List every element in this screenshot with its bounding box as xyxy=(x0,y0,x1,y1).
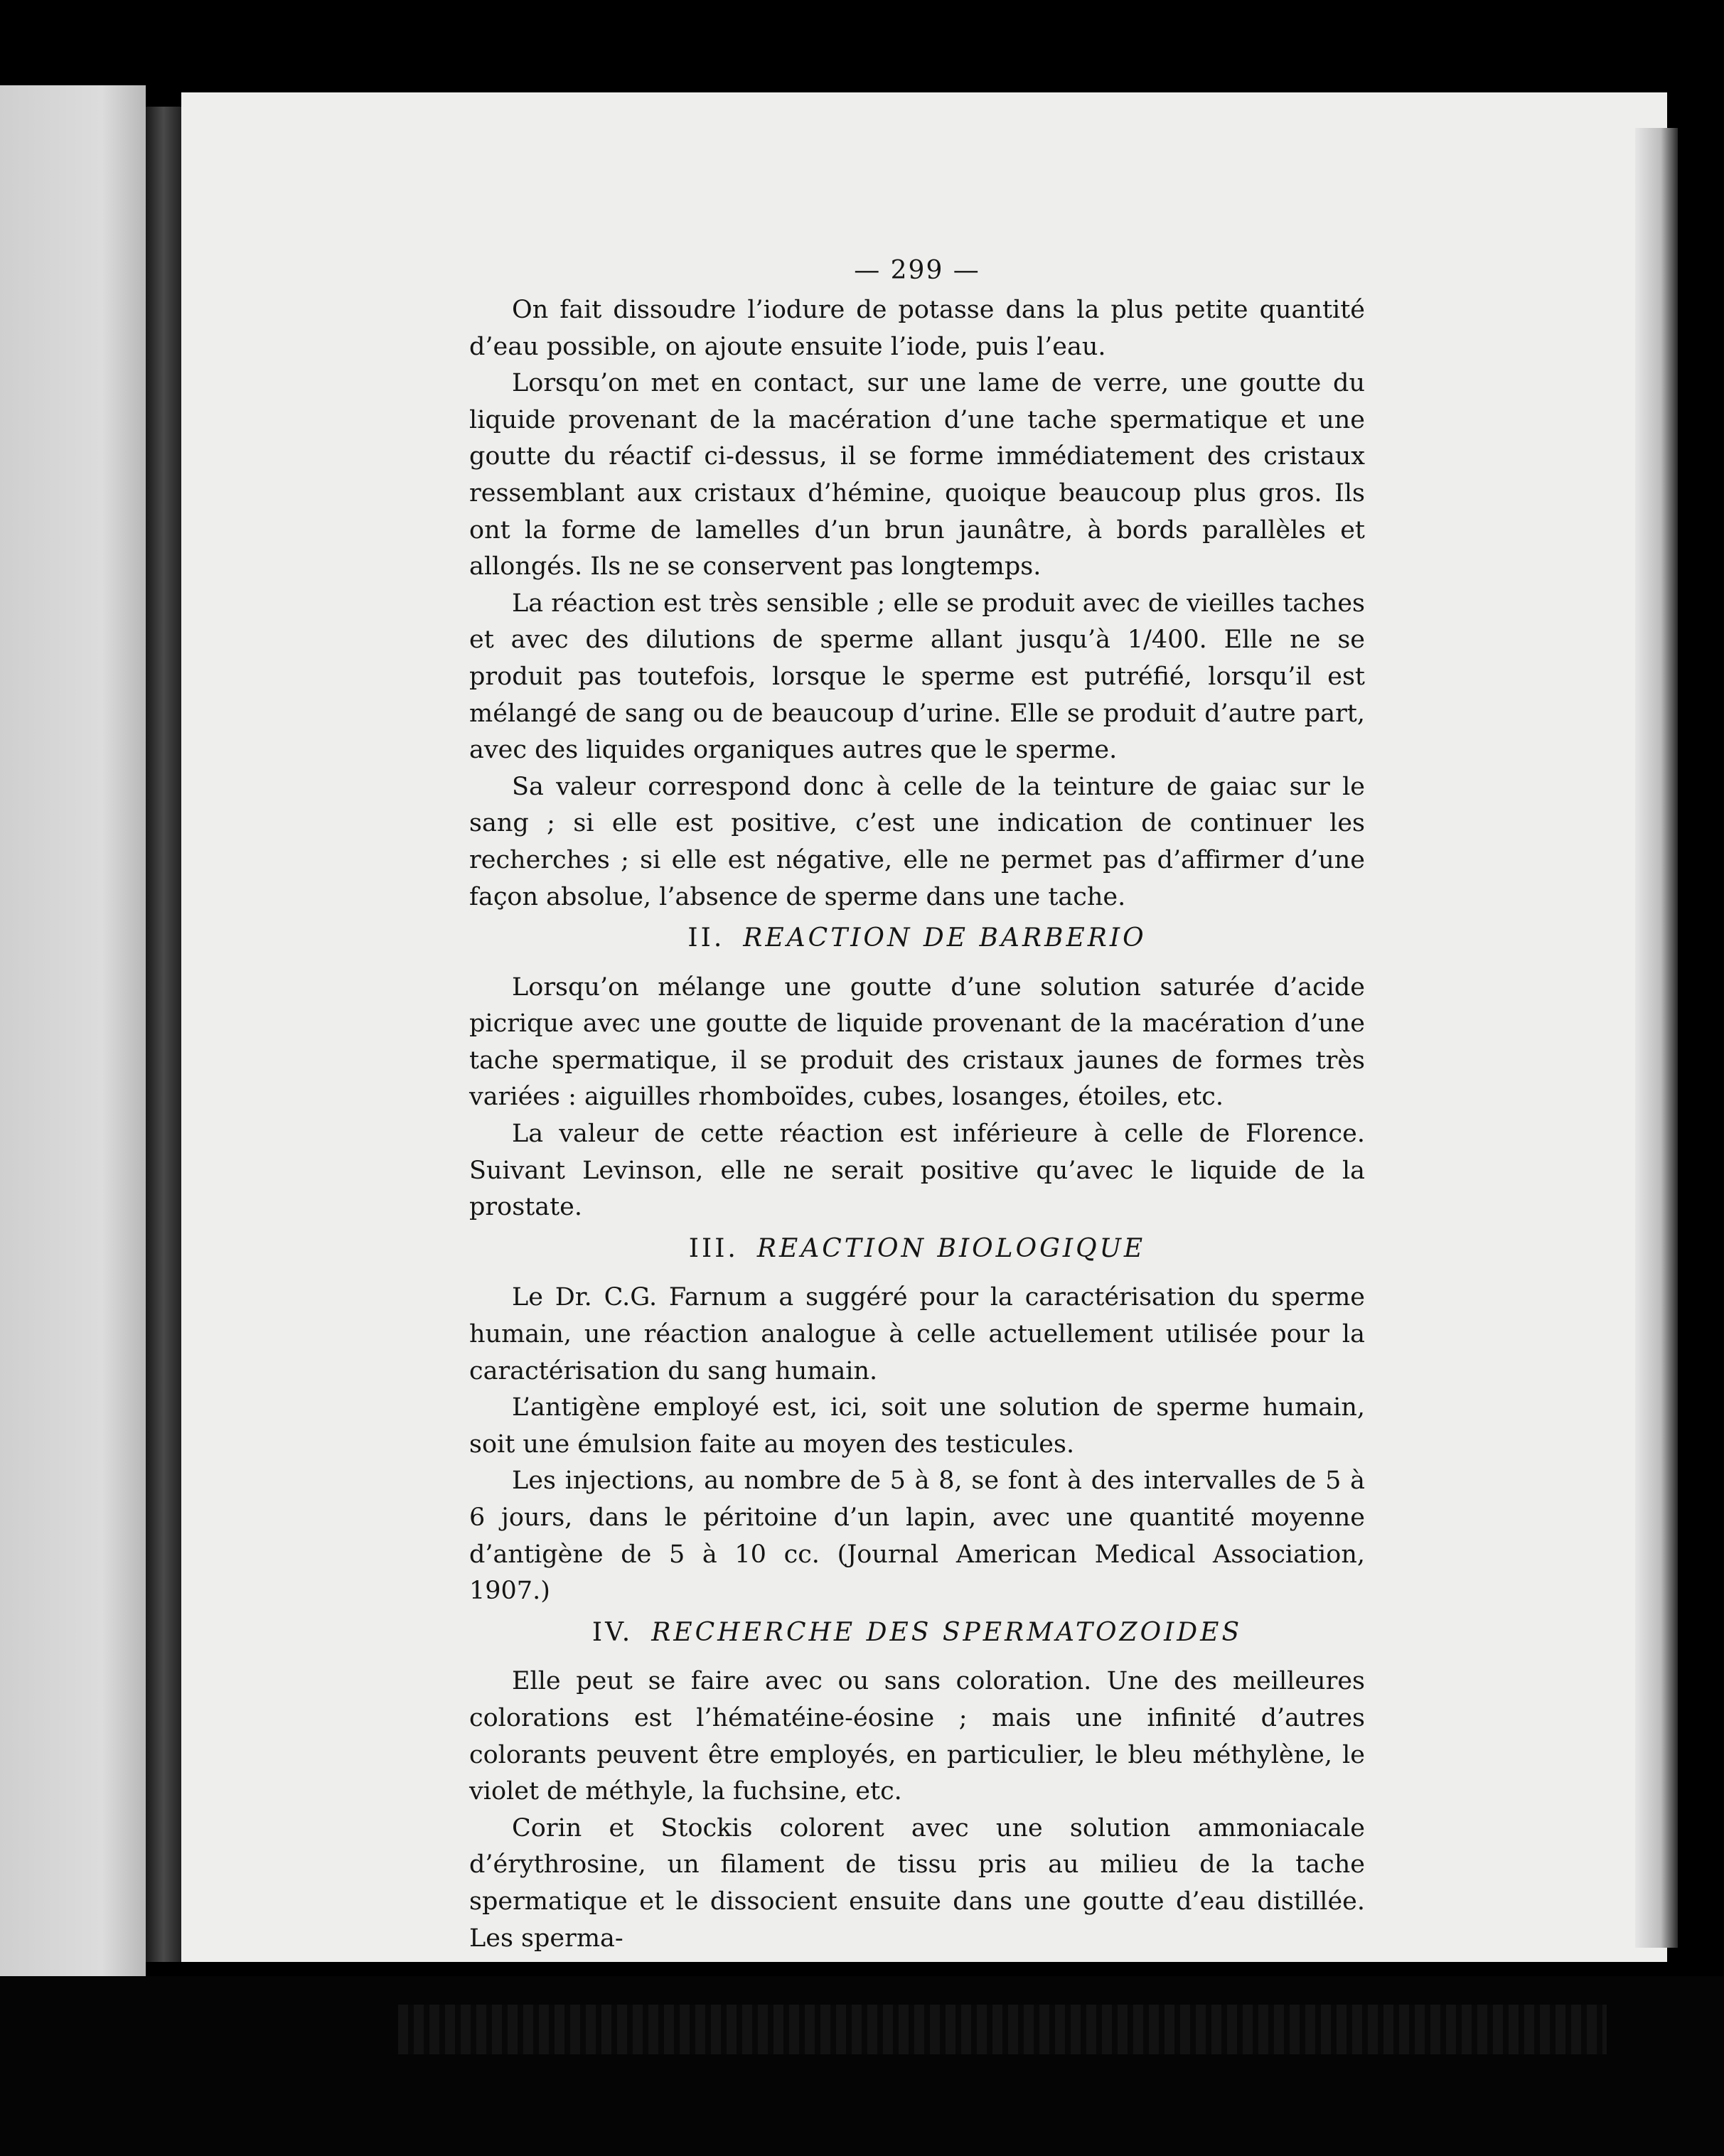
bottom-shadow xyxy=(0,1976,1724,2156)
bleed-through-text xyxy=(398,2005,1607,2054)
paragraph: La valeur de cette réaction est inférieure à celle de Florence. Suivant Levinson, elle ne serait positive qu’avec le liquide de la prostate. xyxy=(469,1120,1365,1222)
paragraph: L’antigène employé est, ici, soit une solution de sperme humain, soit une émulsion faite au moyen des testicules. xyxy=(469,1393,1365,1459)
section-heading-3 xyxy=(469,1230,1365,1267)
section-heading-4 xyxy=(469,1614,1365,1651)
section-title: REACTION DE BARBERIO xyxy=(743,923,1147,953)
paragraph: La réaction est très sensible ; elle se produit avec de vieilles taches et avec des dilutions de sperme allant jusqu’à 1/400. Elle ne se produit pas toutefois, lorsque le sperme est putréfié, lorsqu’il est mélangé de sang ou de beaucoup d’urine. Elle se produit d’autre part, avec des liquides organiques autres que le sperme. xyxy=(469,589,1365,765)
paragraph: Corin et Stockis colorent avec une solution ammoniacale d’érythrosine, un filament de tissu pris au milieu de la tache spermatique et le dissocient ensuite dans une goutte d’eau distillée. Les sperma- xyxy=(469,1813,1365,1953)
page-text xyxy=(469,252,1365,1957)
book-spine xyxy=(146,107,181,1962)
paragraph: Lorsqu’on mélange une goutte d’une solution saturée d’acide picrique avec une goutte de liquide provenant de la macération d’une tache spermatique, il se produit des cristaux jaunes de formes très variées : aiguilles rhomboïdes, cubes, losanges, étoiles, etc. xyxy=(469,972,1365,1112)
section-numeral: II. xyxy=(687,923,725,953)
section-numeral: IV. xyxy=(591,1617,633,1647)
left-page-edge xyxy=(0,85,146,1976)
right-page-edge xyxy=(1635,128,1678,1948)
section-title: RECHERCHE DES SPERMATOZOIDES xyxy=(651,1617,1243,1647)
paragraph: On fait dissoudre l’iodure de potasse dans la plus petite quantité d’eau possible, on ajoute ensuite l’iode, puis l’eau. xyxy=(469,296,1365,361)
paragraph: Le Dr. C.G. Farnum a suggéré pour la caractérisation du sperme humain, une réaction analogue à celle actuellement utilisée pour la caractérisation du sang humain. xyxy=(469,1283,1365,1385)
paragraph: Elle peut se faire avec ou sans coloration. Une des meilleures colorations est l’hématéine-éosine ; mais une infinité d’autres colorants peuvent être employés, en particulier, le bleu méthylène, le violet de méthyle, la fuchsine, etc. xyxy=(469,1667,1365,1806)
paragraph: Sa valeur correspond donc à celle de la teinture de gaiac sur le sang ; si elle est positive, c’est une indication de continuer les recherches ; si elle est négative, elle ne permet pas d’affirmer d’une façon absolue, l’absence de sperme dans une tache. xyxy=(469,772,1365,911)
section-numeral: III. xyxy=(688,1233,739,1263)
page-number: — 299 — xyxy=(854,256,980,285)
section-heading-2 xyxy=(469,920,1365,957)
paragraph: Les injections, au nombre de 5 à 8, se font à des intervalles de 5 à 6 jours, dans le péritoine d’un lapin, avec une quantité moyenne d’antigène de 5 à 10 cc. (Journal American Medical Association, 1907.) xyxy=(469,1466,1365,1606)
section-title: REACTION BIOLOGIQUE xyxy=(756,1233,1146,1263)
paragraph: Lorsqu’on met en contact, sur une lame de verre, une goutte du liquide provenant de la macération d’une tache spermatique et une goutte du réactif ci-dessus, il se forme immédiatement des cristaux ressemblant aux cristaux d’hémine, quoique beaucoup plus gros. Ils ont la forme de lamelles d’un brun jaunâtre, à bords parallèles et allongés. Ils ne se conservent pas longtemps. xyxy=(469,369,1365,581)
